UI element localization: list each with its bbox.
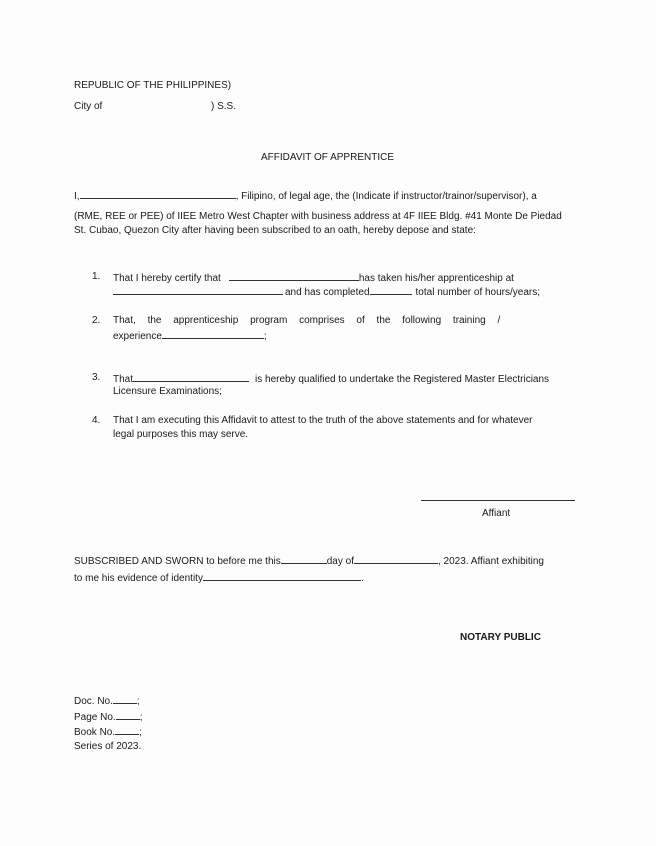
republic-heading: REPUBLIC OF THE PHILIPPINES) [74,80,232,91]
item-3-number: 3. [92,372,101,383]
subscribed-line-2 [74,571,364,585]
book-no-semicolon: ; [139,727,142,738]
city-of-label: City of [74,101,103,112]
hours-blank[interactable] [370,285,412,295]
item-4-line-2: legal purposes this may serve. [113,429,249,440]
apprenticeship-place-blank[interactable] [113,285,283,295]
subscribed-line-1 [74,554,544,568]
training-experience-blank[interactable] [162,329,264,339]
item-1-text-a: That I hereby certify that [113,273,221,284]
intro-line-2: (RME, REE or PEE) of IIEE Metro West Chapter with business address at 4F IIEE Bldg. #41 Monte De Piedad [74,211,562,222]
item-4-line-1: That I am executing this Affidavit to attest to the truth of the above statements and for whatever [113,415,533,426]
document-title: AFFIDAVIT OF APPRENTICE [261,152,394,163]
item-3-line-1 [113,372,549,386]
item-1-text-c: and has completed [285,287,370,298]
book-no-blank[interactable] [115,725,139,735]
item-3-text-a: That [113,374,134,385]
book-no-line [74,725,142,739]
item-1-text-b: has taken his/her apprenticeship at [358,273,514,284]
item-2-line-2 [113,329,267,343]
page-no-semicolon: ; [139,712,143,723]
item-1-line-1 [113,271,514,285]
day-blank[interactable] [281,554,327,564]
item-1-text-d: total number of hours/years; [415,287,541,298]
book-no-label: Book No. [74,727,116,738]
affiant-label: Affiant [482,508,511,519]
intro-line-1-text: , Filipino, of legal age, the (Indicate if instructor/trainor/supervisor), a [235,191,537,202]
affiant-signature-line[interactable] [421,500,575,501]
item-1-number: 1. [92,271,101,282]
item-3-text-b: is hereby qualified to undertake the Registered Master Electricians [255,374,550,385]
page-no-label: Page No. [74,712,116,723]
item-3-line-2: Licensure Examinations; [113,386,222,397]
doc-no-semicolon: ; [136,696,140,707]
subscribed-text-c: , 2023. Affiant exhibiting [437,556,544,567]
series-label: Series of 2023. [74,741,142,752]
item-2-number: 2. [92,315,101,326]
item-2-semicolon: ; [263,331,267,342]
subscribed-text-e: . [360,573,364,584]
intro-i-label: I, [74,191,80,202]
item-2-text-b: experience [113,331,162,342]
subscribed-text-b: day of [326,556,354,567]
item-1-line-2 [113,285,540,299]
item-2-line-1: That, the apprenticeship program comprises of the following training / [113,315,501,326]
identity-blank[interactable] [203,571,361,581]
month-blank[interactable] [354,554,438,564]
item-4-number: 4. [92,415,101,426]
ss-label: ) S.S. [211,101,237,112]
subscribed-text-a: SUBSCRIBED AND SWORN to before me this [74,556,281,567]
affiant-name-blank[interactable] [80,189,236,199]
doc-no-blank[interactable] [113,694,137,704]
page-no-line [74,710,142,724]
doc-no-label: Doc. No. [74,696,113,707]
intro-line-1 [74,189,537,203]
apprentice-name-blank[interactable] [229,271,359,281]
doc-no-line [74,694,140,708]
intro-line-3: St. Cubao, Quezon City after having been subscribed to an oath, hereby depose and state: [74,225,476,236]
notary-public-label: NOTARY PUBLIC [460,632,541,643]
subscribed-text-d: to me his evidence of identity [74,573,203,584]
qualified-name-blank[interactable] [133,372,249,382]
page-no-blank[interactable] [116,710,140,720]
